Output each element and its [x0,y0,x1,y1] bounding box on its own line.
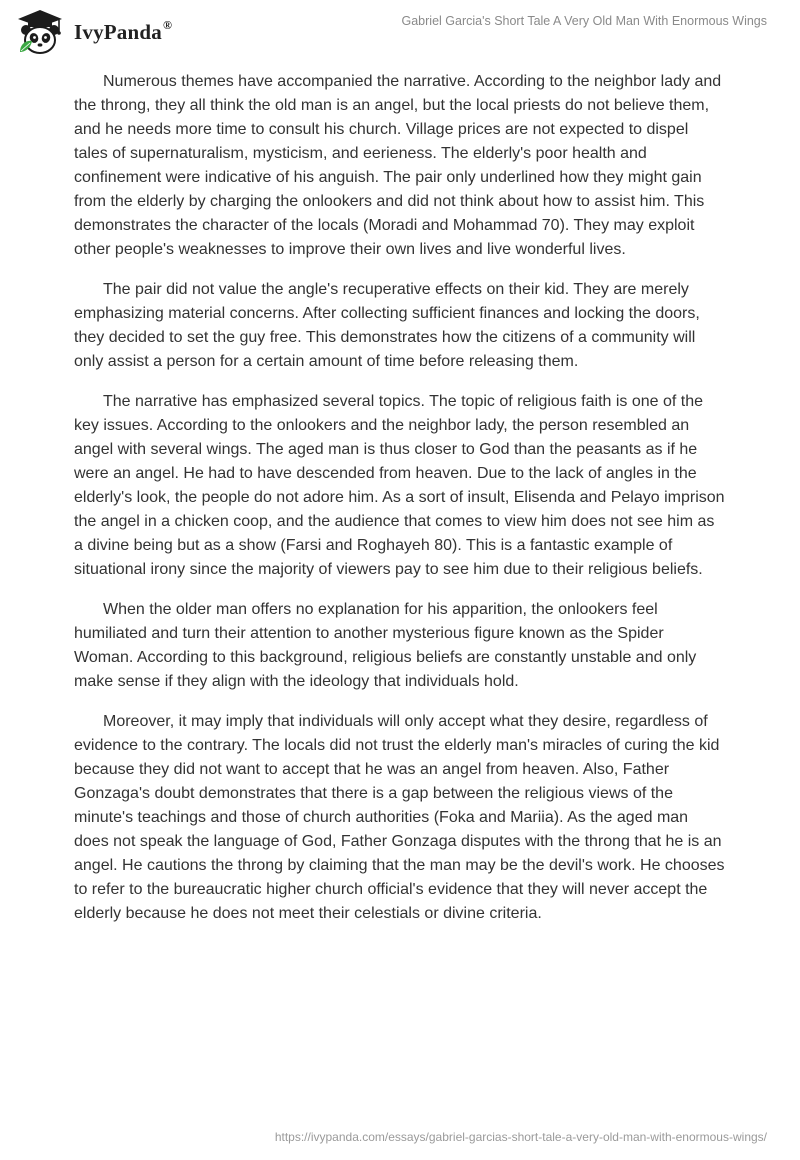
essay-body [74,70,726,942]
paragraph: The pair did not value the angle's recuperative effects on their kid. They are merely emphasizing material concerns. After collecting sufficient finances and locking the doors, they decided to set the guy free. This demonstrates how the citizens of a community will only assist a person for a certain amount of time before releasing them. [74,281,700,370]
paragraph: Moreover, it may imply that individuals will only accept what they desire, regardless of evidence to the contrary. The locals did not trust the elderly man's miracles of curing the kid because they did not want to accept that he was an angel from heaven. Also, Father Gonzaga's doubt demonstrates that there is a gap between the religious views of the minute's teachings and those of church authorities (Foka and Mariia). As the aged man does not speak the language of God, Father Gonzaga disputes with the throng that he is an angel. He cautions the throng by claiming that the man may be the devil's work. He chooses to refer to the bureaucratic higher church official's evidence that they will never accept the elderly because he does not meet their celestials or divine criteria. [74,713,725,922]
paragraph: When the older man offers no explanation for his apparition, the onlookers feel humiliated and turn their attention to another mysterious figure known as the Spider Woman. According to this background, religious beliefs are constantly unstable and only make sense if they align with the ideology that individuals hold. [74,601,697,690]
document-title: Gabriel Garcia's Short Tale A Very Old Man With Enormous Wings [401,14,767,28]
paragraph: The narrative has emphasized several topics. The topic of religious faith is one of the key issues. According to the onlookers and the neighbor lady, the person resembled an angel with several wings. The aged man is thus closer to God than the peasants as if he were an angel. He had to have descended from heaven. Due to the lack of angles in the elderly's look, the people do not adore him. As a sort of insult, Elisenda and Pelayo imprison the angel in a chicken coop, and the audience that comes to view him does not see him as a divine being but as a show (Farsi and Roghayeh 80). This is a fantastic example of situational irony since the majority of viewers pay to see him due to their religious beliefs. [74,393,725,578]
registered-mark: ® [162,17,173,32]
brand-name: IvyPanda® [74,17,173,44]
paragraph: Numerous themes have accompanied the narrative. According to the neighbor lady and the throng, they all think the old man is an angel, but the local priests do not believe them, and he needs more time to consult his church. Village prices are not expected to dispel tales of supernaturalism, mysticism, and eerieness. The elderly's poor health and confinement were indicative of his anguish. The pair only underlined how they might gain from the elderly by charging the onlookers and did not think about how to assist him. This demonstrates the character of the locals (Moradi and Mohammad 70). They may exploit other people's weaknesses to improve their own lives and live wonderful lives. [74,73,722,258]
source-url-link[interactable]: https://ivypanda.com/essays/gabriel-garcias-short-tale-a-very-old-man-with-enormous-wings/ [274,1130,767,1144]
panda-graduation-cap-icon [14,8,66,56]
ivypanda-logo[interactable] [14,8,172,56]
